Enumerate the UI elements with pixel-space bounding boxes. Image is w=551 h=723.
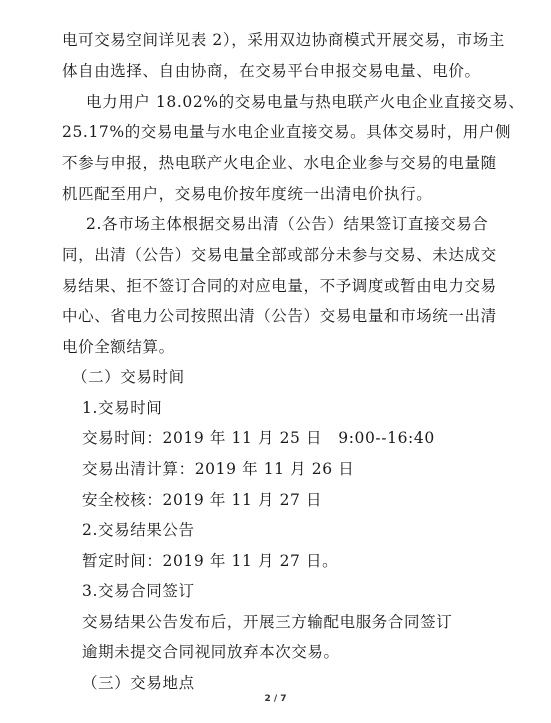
section-heading: （三）交易地点 [82,674,195,692]
body-text-line: 电力用户 18.02%的交易电量与热电联产火电企业直接交易、 [86,93,525,111]
body-text-line: 逾期未提交合同视同放弃本次交易。 [82,643,340,661]
body-text-line: 中心、省电力公司按照出清（公告）交易电量和市场统一出清 [62,307,497,325]
page-number: 2 / 7 [264,694,287,704]
body-text-line: 25.17%的交易电量与水电企业直接交易。具体交易时，用户侧 [62,123,512,141]
body-text-line: 2.各市场主体根据交易出清（公告）结果签订直接交易合 [86,215,489,233]
body-text-line: 易结果、拒不签订合同的对应电量，不予调度或暂由电力交易 [62,277,497,295]
body-text-line: 交易出清计算：2019 年 11 月 26 日 [82,460,355,478]
subsection-heading: 2.交易结果公告 [82,521,195,539]
body-text-line: 电可交易空间详见表 2），采用双边协商模式开展交易，市场主 [62,31,505,49]
body-text-line: 不参与申报，热电联产火电企业、水电企业参与交易的电量随 [62,154,497,172]
subsection-heading: 3.交易合同签订 [82,582,195,600]
body-text-line: 体自由选择、自由协商，在交易平台申报交易电量、电价。 [62,62,481,80]
body-text-line: 交易结果公告发布后，开展三方输配电服务合同签订 [82,613,453,631]
body-text-line: 交易时间：2019 年 11 月 25 日 9:00--16:40 [82,429,435,447]
body-text-line: 暂定时间：2019 年 11 月 27 日。 [82,552,339,570]
body-text-line: 同，出清（公告）交易电量全部或部分未参与交易、未达成交 [62,246,497,264]
body-text-line: 机匹配至用户，交易电价按年度统一出清电价执行。 [62,185,433,203]
body-text-line: 电价全额结算。 [62,338,175,356]
section-heading: （二）交易时间 [72,368,185,386]
subsection-heading: 1.交易时间 [82,399,163,417]
body-text-line: 安全校核：2019 年 11 月 27 日 [82,491,323,509]
